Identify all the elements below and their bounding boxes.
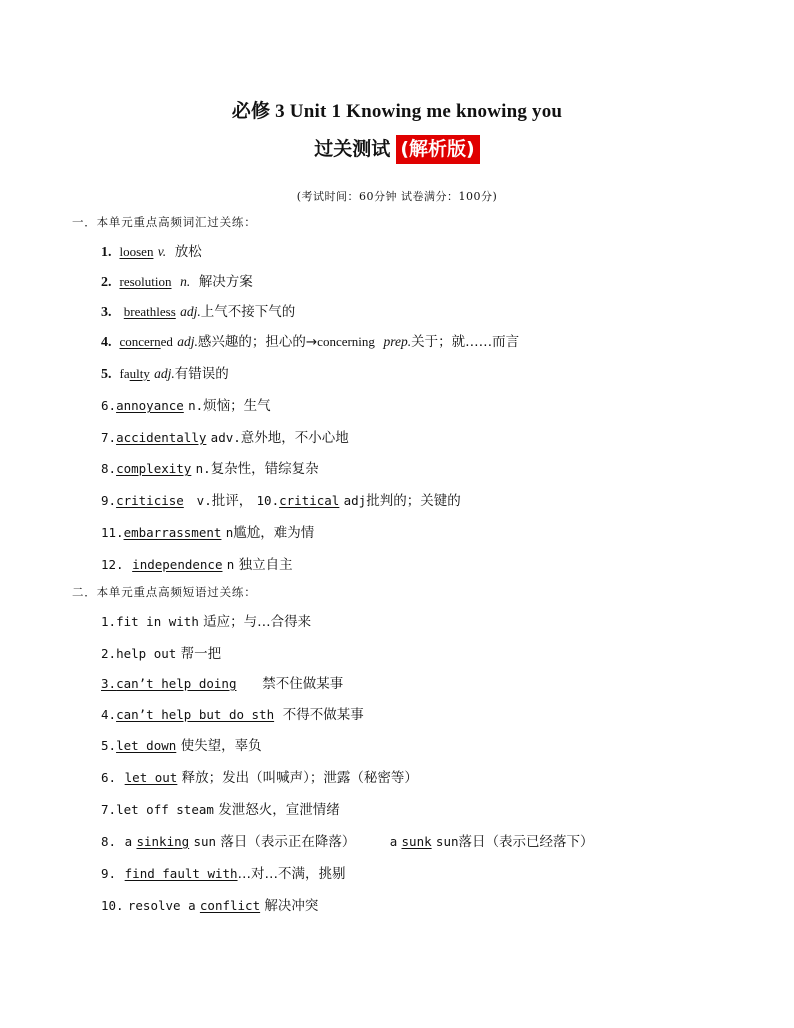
vocab-word: annoyance	[116, 398, 184, 413]
vocab-item	[101, 394, 271, 414]
vocab-item	[101, 489, 461, 509]
subtitle-badge: (解析版)	[396, 135, 479, 164]
vocab-meaning: 意外地，不小心地	[240, 430, 349, 446]
item-number: 2.	[101, 646, 117, 661]
item-number: 9.	[101, 493, 117, 508]
item-number: 1.	[101, 245, 112, 260]
vocab-word-prefix: fa	[119, 366, 130, 381]
section-heading-vocab: 一．本单元重点高频词汇过关练：	[72, 215, 257, 229]
vocab-word: accidentally	[116, 430, 207, 445]
vocab-meaning: 批评，	[211, 493, 253, 509]
phrase-item	[101, 672, 343, 692]
phrase-meaning: 使失望，辜负	[180, 738, 262, 754]
item-number: 3.	[101, 305, 112, 320]
item-number: 10.	[101, 898, 124, 913]
vocab-pos: adj.	[180, 304, 201, 319]
vocab-meaning: 感兴趣的；担心的→	[197, 334, 318, 350]
vocab-word: complexity	[116, 461, 192, 476]
phrase-meaning: 禁不住做某事	[262, 676, 344, 692]
phrase-item	[101, 798, 340, 818]
item-number: 5.	[101, 738, 117, 753]
phrase-text: let out	[124, 770, 178, 785]
phrase-item	[101, 703, 364, 723]
vocab-meaning: 有错误的	[174, 366, 229, 382]
phrase-text: conflict	[199, 898, 261, 913]
vocab-word: critical	[279, 493, 340, 508]
item-number: 7.	[101, 802, 117, 817]
vocab-item	[101, 330, 519, 351]
item-number: 4.	[101, 707, 117, 722]
vocab-item	[101, 300, 295, 321]
phrase-noun: sun	[435, 834, 459, 849]
page-title: 必修 3 Unit 1 Knowing me knowing you	[231, 101, 563, 122]
item-number: 12.	[101, 557, 124, 572]
vocab-suffix: ed	[160, 334, 173, 349]
vocab-pos: n	[225, 525, 234, 540]
vocab-word: resolution	[119, 274, 172, 289]
item-number: 6.	[101, 398, 117, 413]
vocab-pos: n.	[180, 274, 191, 289]
phrase-meaning: 适应；与…合得来	[203, 614, 312, 630]
phrase-item	[101, 862, 346, 882]
vocab-meaning: 烦恼；生气	[203, 398, 271, 414]
phrase-text: find fault with	[124, 866, 238, 881]
phrase-text: fit in with	[116, 614, 199, 629]
phrase-meaning: 不得不做某事	[282, 707, 364, 723]
phrase-text: let off steam	[116, 802, 214, 817]
item-number: 11.	[101, 525, 124, 540]
vocab-related-meaning: 关于；就……而言	[411, 334, 520, 350]
phrase-text: sunk	[401, 834, 432, 849]
vocab-meaning: 复杂性，错综复杂	[210, 461, 319, 477]
item-number: 10.	[256, 493, 280, 508]
vocab-item	[101, 521, 314, 541]
phrase-article: a	[389, 834, 398, 849]
phrase-item	[101, 766, 418, 786]
phrase-verb: resolve a	[127, 898, 196, 913]
phrase-item	[101, 830, 594, 850]
item-number: 7.	[101, 430, 117, 445]
vocab-word: criticise	[116, 493, 184, 508]
phrase-text: can’t help doing	[116, 676, 237, 691]
vocab-related-word: concerning	[317, 334, 375, 349]
item-number: 6.	[101, 770, 117, 785]
vocab-item	[101, 270, 253, 291]
vocab-pos: n.	[195, 461, 211, 476]
item-number: 3.	[101, 676, 117, 691]
phrase-meaning: 落日（表示已经落下）	[458, 834, 594, 850]
vocab-item	[101, 426, 349, 446]
vocab-item	[101, 553, 293, 573]
vocab-pos: n	[226, 557, 235, 572]
page-subtitle	[0, 134, 794, 161]
vocab-meaning: 独立自主	[238, 557, 293, 573]
phrase-meaning: 释放；发出（叫喊声）；泄露（秘密等）	[181, 770, 418, 786]
item-number: 8.	[101, 461, 117, 476]
vocab-pos: adv.	[210, 430, 241, 445]
vocab-meaning: 尴尬，难为情	[233, 525, 315, 541]
phrase-meaning: 落日（表示正在降落）	[220, 834, 356, 850]
vocab-word: embarrassment	[123, 525, 222, 540]
phrase-item	[101, 894, 318, 914]
vocab-pos: adj.	[177, 334, 198, 349]
vocab-pos: v.	[157, 244, 167, 259]
phrase-text: can’t help but do sth	[116, 707, 275, 722]
phrase-item	[101, 610, 311, 630]
vocab-meaning: 解决方案	[198, 274, 253, 290]
phrase-text: sinking	[136, 834, 190, 849]
vocab-pos: adj	[343, 493, 367, 508]
phrase-meaning: …对…不满，挑剔	[237, 866, 346, 882]
phrase-article: a	[124, 834, 133, 849]
vocab-item	[101, 457, 319, 477]
phrase-text: help out	[116, 646, 177, 661]
item-number: 2.	[101, 275, 112, 290]
vocab-item	[101, 362, 229, 383]
item-number: 4.	[101, 335, 112, 350]
phrase-item	[101, 734, 262, 754]
item-number: 5.	[101, 367, 112, 382]
phrase-item	[101, 642, 221, 662]
vocab-pos: adj.	[154, 366, 175, 381]
item-number: 9.	[101, 866, 117, 881]
exam-meta: (考试时间：60分钟 试卷满分：100分)	[296, 190, 498, 203]
vocab-related-pos: prep.	[383, 334, 412, 349]
phrase-meaning: 发泄怒火，宣泄情绪	[218, 802, 340, 818]
vocab-word: breathless	[123, 304, 176, 319]
item-number: 1.	[101, 614, 117, 629]
phrase-noun: sun	[193, 834, 217, 849]
phrase-text: let down	[116, 738, 177, 753]
subtitle-text: 过关测试	[314, 138, 391, 160]
vocab-pos: n.	[188, 398, 204, 413]
vocab-meaning: 上气不接下气的	[200, 304, 296, 320]
vocab-pos: v.	[196, 493, 212, 508]
vocab-meaning: 批判的；关键的	[366, 493, 461, 509]
phrase-meaning: 帮一把	[180, 646, 222, 662]
vocab-item	[101, 240, 202, 261]
vocab-meaning: 放松	[174, 244, 202, 260]
vocab-word: loosen	[119, 244, 154, 259]
vocab-word: independence	[132, 557, 223, 572]
vocab-word: ulty	[129, 366, 150, 381]
section-heading-phrases: 二．本单元重点高频短语过关练：	[72, 585, 257, 599]
phrase-meaning: 解决冲突	[264, 898, 319, 914]
vocab-word: concern	[119, 334, 161, 349]
item-number: 8.	[101, 834, 117, 849]
